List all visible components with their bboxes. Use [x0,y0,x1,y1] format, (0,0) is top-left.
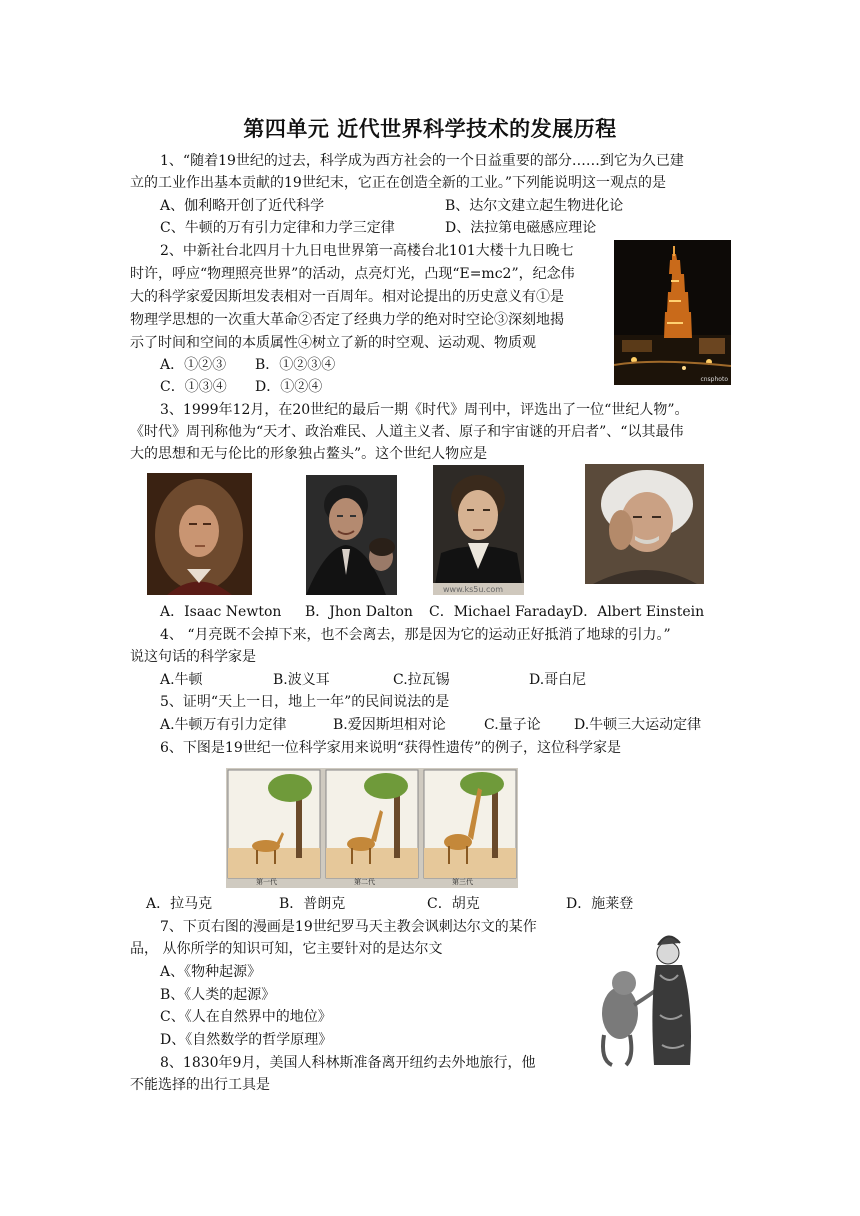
q2-option-b: B．①②③④ [255,357,336,373]
photo-watermark: cnsphoto [700,376,728,383]
q4-option-c: C.拉瓦锡 [393,672,450,688]
q2-stem-line3: 大的科学家爱因斯坦发表相对一百周年。相对论提出的历史意义有①是 [130,289,564,305]
q7-option-b: B、《人类的起源》 [160,987,276,1003]
panel-label-2: 第二代 [354,878,375,886]
dalton-photo [306,475,397,595]
panel-label-1: 第一代 [256,878,277,886]
q4-stem-line2: 说这句话的科学家是 [130,649,256,665]
image-watermark: www.ks5u.com [443,585,504,594]
q3-stem-line2: 《时代》周刊称他为“天才、政治难民、人道主义者、原子和宇宙谜的开启者”、“以其最伟 [130,424,684,440]
q2-option-d: D．①②④ [255,379,323,395]
newton-portrait [147,473,252,595]
q4-option-b: B.波义耳 [273,672,330,688]
q8-stem-line1: 8、1830年9月，美国人科林斯准备离开纽约去外地旅行，他 [160,1055,536,1071]
q3-option-c: C．Michael Faraday [429,604,573,620]
giraffe-generations-figure [226,768,518,888]
q2-stem-line1: 2、中新社台北四月十九日电世界第一高楼台北101大楼十九日晚七 [160,243,574,259]
q6-stem-line1: 6、下图是19世纪一位科学家用来说明“获得性遗传”的例子，这位科学家是 [160,740,622,756]
q1-stem-line2: 立的工业作出基本贡献的19世纪末，它正在创造全新的工业。”下列能说明这一观点的是 [130,175,666,191]
q1-stem-line1: 1、“随着19世纪的过去，科学成为西方社会的一个日益重要的部分……到它为久已建 [160,153,684,169]
q7-stem-line2: 品， 从你所学的知识可知，它主要针对的是达尔文 [130,941,443,957]
q5-option-c: C.量子论 [484,717,541,733]
q7-option-a: A、《物种起源》 [160,964,262,980]
q1-option-d: D、法拉第电磁感应理论 [445,220,597,236]
faraday-portrait [433,465,524,595]
einstein-photo [585,464,704,584]
q5-option-a: A.牛顿万有引力定律 [160,717,287,733]
q4-option-a: A.牛顿 [160,672,203,688]
panel-label-3: 第三代 [452,878,473,886]
q4-option-d: D.哥白尼 [529,672,587,688]
q3-option-a: A．Isaac Newton [160,604,282,620]
q3-option-b: B．Jhon Dalton [305,604,413,620]
q6-option-b: B．普朗克 [279,896,346,912]
q6-option-c: C．胡克 [427,896,480,912]
q6-option-d: D．施莱登 [566,896,634,912]
q7-option-d: D、《自然数学的哲学原理》 [160,1032,333,1048]
q5-option-d: D.牛顿三大运动定律 [574,717,702,733]
q5-stem-line1: 5、证明“天上一日，地上一年”的民间说法的是 [160,694,450,710]
q2-option-a: A．①②③ [160,357,227,373]
taipei-101-night-photo [614,240,731,385]
q3-stem-line1: 3、1999年12月，在20世纪的最后一期《时代》周刊中，评选出了一位“世纪人物”。 [160,402,689,418]
q1-option-c: C、牛顿的万有引力定律和力学三定律 [160,220,395,236]
q3-option-d: D．Albert Einstein [572,604,705,620]
q5-option-b: B.爱因斯坦相对论 [333,717,446,733]
darwin-satire-cartoon [590,925,710,1070]
q7-stem-line1: 7、下页右图的漫画是19世纪罗马天主教会讽刺达尔文的某作 [160,919,537,935]
q2-stem-line5: 示了时间和空间的本质属性④树立了新的时空观、运动观、物质观 [130,335,536,351]
q2-stem-line4: 物理学思想的一次重大革命②否定了经典力学的绝对时空论③深刻地揭 [130,312,564,328]
q3-stem-line3: 大的思想和无与伦比的形象独占鳌头”。这个世纪人物应是 [130,446,488,462]
q1-option-b: B、达尔文建立起生物进化论 [445,198,624,214]
q6-option-a: A．拉马克 [146,896,213,912]
q1-option-a: A、伽利略开创了近代科学 [160,198,325,214]
q2-option-c: C．①③④ [160,379,227,395]
q4-stem-line1: 4、 “月亮既不会掉下来，也不会离去，那是因为它的运动正好抵消了地球的引力。” [160,627,671,643]
q2-stem-line2: 时许，呼应“物理照亮世界”的活动，点亮灯光，凸现“E=mc2”，纪念伟 [130,266,575,282]
q7-option-c: C、《人在自然界中的地位》 [160,1009,332,1025]
q8-stem-line2: 不能选择的出行工具是 [130,1077,270,1093]
page-title: 第四单元 近代世界科学技术的发展历程 [243,117,617,141]
